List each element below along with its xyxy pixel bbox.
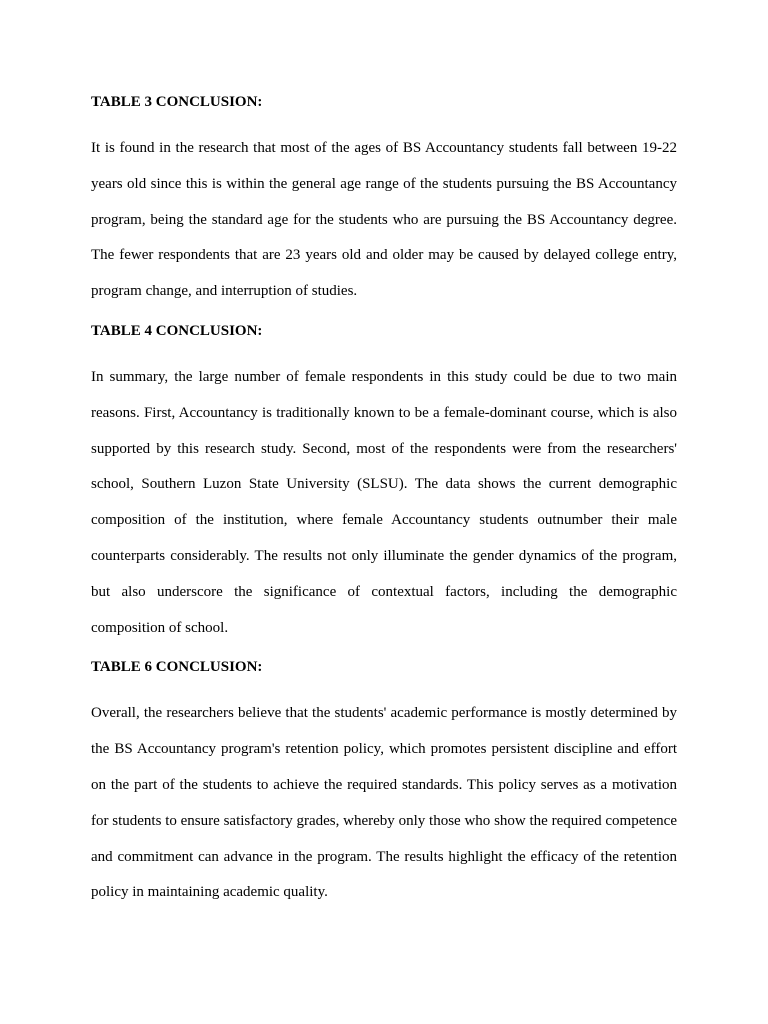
section-paragraph: In summary, the large number of female respondents in this study could be due to two main reasons. First, Accountancy is traditionally known to be a female-dominant course, which is also supported by this research study. Second, most of the respondents were from the researchers' school, Southern Luzon State University (SLSU). The data shows the current demographic composition of the institution, where female Accountancy students outnumber their male counterparts considerably. The results not only illuminate the gender dynamics of the program, but also underscore the significance of contextual factors, including the demographic composition of school.	[91, 368, 677, 636]
table-4-conclusion-section	[91, 319, 677, 646]
section-paragraph: It is found in the research that most of the ages of BS Accountancy students fall between 19-22 years old since this is within the general age range of the students pursuing the BS Accountancy program, being the standard age for the students who are pursuing the BS Accountancy degree. The fewer respondents that are 23 years old and older may be caused by delayed college entry, program change, and interruption of studies.	[91, 140, 677, 300]
section-heading: TABLE 4 CONCLUSION:	[91, 322, 263, 339]
table-3-conclusion-section	[91, 90, 677, 310]
section-heading: TABLE 6 CONCLUSION:	[91, 659, 263, 676]
section-paragraph: Overall, the researchers believe that the students' academic performance is mostly determined by the BS Accountancy program's retention policy, which promotes persistent discipline and effort on the part of the students to achieve the required standards. This policy serves as a motivation for students to ensure satisfactory grades, whereby only those who show the required competence and commitment can advance in the program. The results highlight the efficacy of the retention policy in maintaining academic quality.	[91, 705, 677, 901]
section-heading: TABLE 3 CONCLUSION:	[91, 94, 263, 110]
table-6-conclusion-section	[91, 655, 677, 911]
document-page	[91, 90, 677, 920]
